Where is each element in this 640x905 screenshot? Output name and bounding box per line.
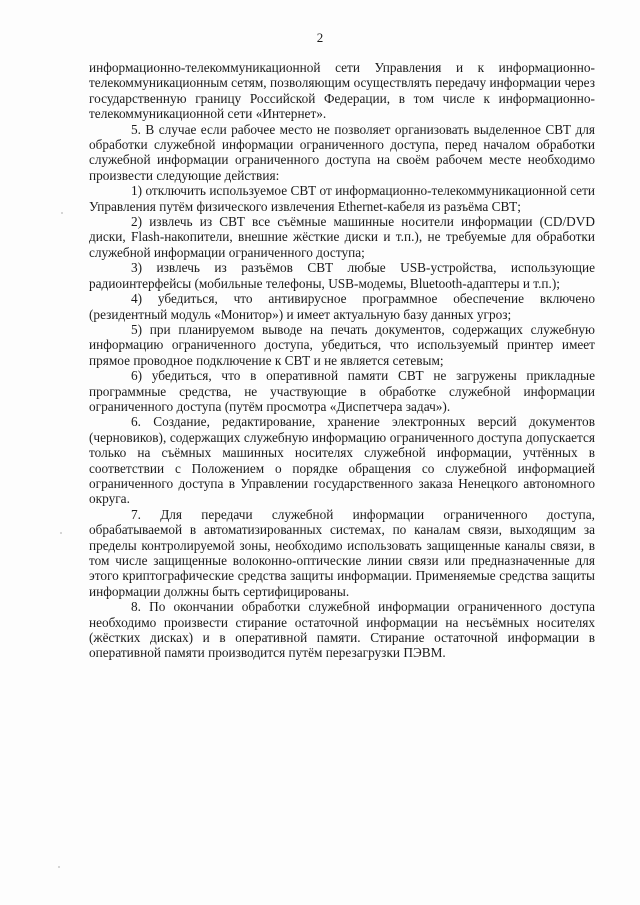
paragraph-item-6: 6. Создание, редактирование, хранение электронных версий документов (черновиков), содержащих служебную информацию ограниченного доступа допускается только на съёмных машинных носителях служебной информации, учтённых в соответствии с Положением о порядке обращения со служебной информацией ограниченного доступа в Управлении государственного заказа Ненецкого автономного округа. — [89, 414, 595, 507]
subitem-4: 4) убедиться, что антивирусное программное обеспечение включено (резидентный модуль «Монитор») и имеет актуальную базу данных угроз; — [89, 291, 595, 322]
paragraph-continuation: информационно-телекоммуникационной сети Управления и к информационно-телекоммуникационным сетям, позволяющим осуществлять передачу информации через государственную границу Российской Федерации, в том числе к информационно-телекоммуникационной сети «Интернет». — [89, 60, 595, 122]
page-number: 2 — [316, 30, 324, 45]
paragraph-item-7: 7. Для передачи служебной информации ограниченного доступа, обрабатываемой в автоматизированных системах, по каналам связи, выходящим за пределы контролируемой зоны, необходимо использовать защищенные каналы связи, в том числе защищенные волоконно-оптические линии связи или предназначенные для этого криптографические средства защиты информации. Применяемые средства защиты информации должны быть сертифицированы. — [89, 506, 595, 599]
subitem-3: 3) извлечь из разъёмов СВТ любые USB-устройства, использующие радиоинтерфейсы (мобильные телефоны, USB-модемы, Bluetooth-адаптеры и т.п.); — [89, 260, 595, 291]
scan-speck — [58, 866, 60, 868]
subitem-6: 6) убедиться, что в оперативной памяти СВТ не загружены прикладные программные средства, не участвующие в обработке служебной информации ограниченного доступа (путём просмотра «Диспетчера задач»). — [89, 368, 595, 414]
scan-speck — [61, 212, 63, 214]
subitem-1: 1) отключить используемое СВТ от информационно-телекоммуникационной сети Управления путём физического извлечения Ethernet-кабеля из разъёма СВТ; — [89, 183, 595, 214]
subitem-5: 5) при планируемом выводе на печать документов, содержащих служебную информацию ограниченного доступа, убедиться, что используемый принтер имеет прямое проводное подключение к СВТ и не является сетевым; — [89, 321, 595, 368]
scan-speck — [60, 532, 62, 534]
subitem-2: 2) извлечь из СВТ все съёмные машинные носители информации (CD/DVD диски, Flash-накопители, внешние жёсткие диски и т.п.), не требуемые для обработки служебной информации ограниченного доступа; — [89, 214, 595, 260]
paragraph-item-5: 5. В случае если рабочее место не позволяет организовать выделенное СВТ для обработки служебной информации ограниченного доступа, перед началом обработки служебной информации ограниченного доступа на своём рабочем месте необходимо произвести следующие действия: — [89, 121, 595, 183]
document-body — [89, 60, 595, 661]
paragraph-item-8: 8. По окончании обработки служебной информации ограниченного доступа необходимо произвести стирание остаточной информации на несъёмных носителях (жёстких дисках) и в оперативной памяти. Стирание остаточной информации в оперативной памяти производится путём перезагрузки ПЭВМ. — [89, 599, 595, 661]
